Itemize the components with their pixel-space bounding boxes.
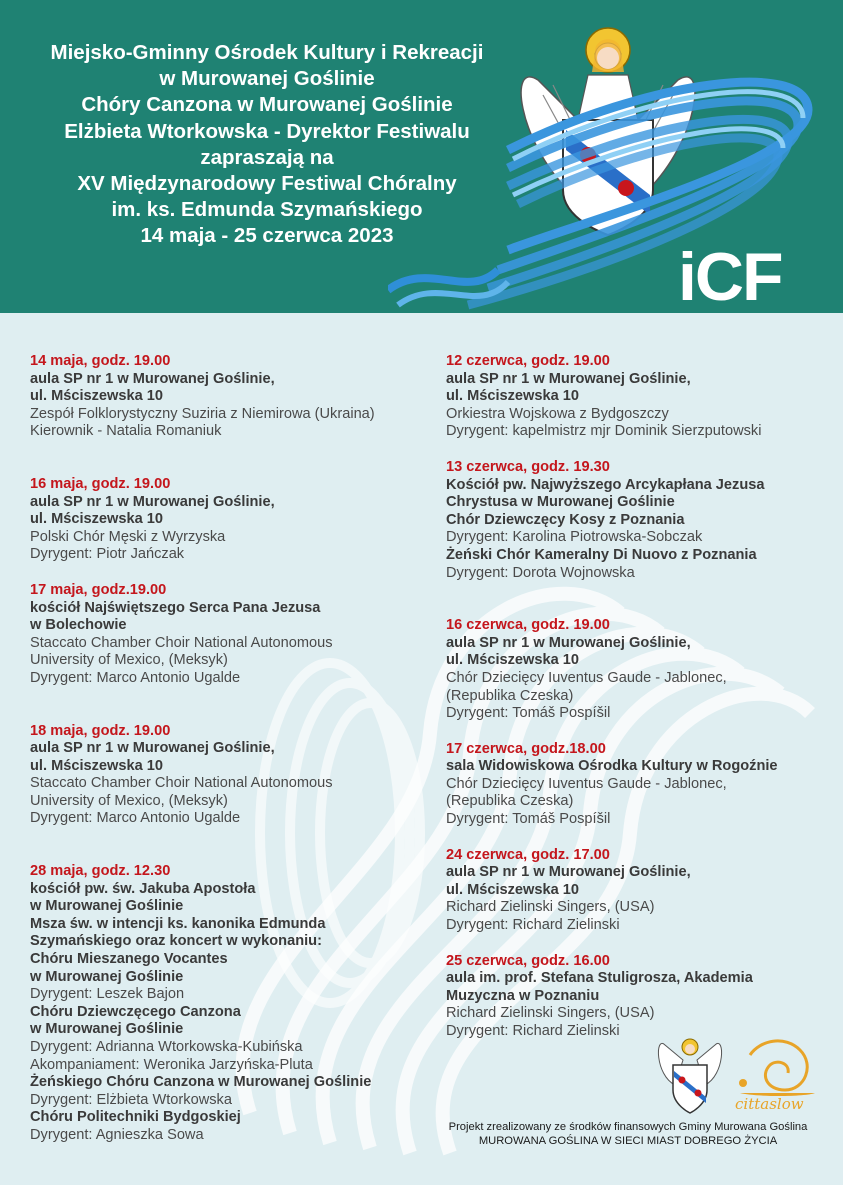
event-venue-line: ul. Mściszewska 10 bbox=[446, 652, 580, 669]
event-venue-line: w Murowanej Goślinie bbox=[30, 1021, 184, 1038]
event-detail-line: (Republika Czeska) bbox=[446, 687, 574, 704]
events-left-column bbox=[30, 353, 425, 1145]
event-date: 16 maja, godz. 19.00 bbox=[30, 475, 171, 492]
event-detail-line: Chór Dziecięcy Iuventus Gaude - Jablonec, bbox=[446, 775, 727, 792]
event-date: 13 czerwca, godz. 19.30 bbox=[446, 458, 610, 475]
event-date: 12 czerwca, godz. 19.00 bbox=[446, 353, 610, 369]
event-venue-line: ul. Mściszewska 10 bbox=[30, 511, 164, 528]
event-detail-line: Kierownik - Natalia Romaniuk bbox=[30, 423, 222, 440]
event-venue-line: Muzyczna w Poznaniu bbox=[446, 987, 600, 1004]
event-date: 25 czerwca, godz. 16.00 bbox=[446, 952, 610, 969]
event-block bbox=[30, 723, 425, 829]
event-venue-line: aula SP nr 1 w Murowanej Goślinie, bbox=[30, 370, 275, 387]
event-date: 28 maja, godz. 12.30 bbox=[30, 863, 171, 880]
event-date: 17 czerwca, godz.18.00 bbox=[446, 740, 606, 757]
event-venue-line: ul. Mściszewska 10 bbox=[30, 757, 164, 774]
murowana-goslina-coat-of-arms-icon bbox=[658, 1039, 721, 1113]
event-detail-line: University of Mexico, (Meksyk) bbox=[30, 652, 228, 669]
event-block bbox=[446, 953, 826, 1041]
event-venue-line: Szymańskiego oraz koncert w wykonaniu: bbox=[30, 933, 322, 950]
event-detail-line: Dyrygent: Tomáš Pospíšil bbox=[446, 705, 611, 722]
event-venue-line: w Murowanej Goślinie bbox=[30, 898, 184, 915]
cittaslow-snail-icon bbox=[739, 1041, 815, 1096]
event-detail-line: Staccato Chamber Choir National Autonomous bbox=[30, 634, 333, 651]
icf-logo: iCF bbox=[678, 239, 782, 315]
event-venue-line: aula im. prof. Stefana Stuligrosza, Akademia bbox=[446, 970, 753, 987]
event-detail-line: University of Mexico, (Meksyk) bbox=[30, 792, 228, 809]
event-detail-line: Richard Zielinski Singers, (USA) bbox=[446, 1005, 655, 1022]
event-venue-line: w Murowanej Goślinie bbox=[30, 968, 184, 985]
event-date: 14 maja, godz. 19.00 bbox=[30, 353, 171, 369]
event-venue-line: kościół Najświętszego Serca Pana Jezusa bbox=[30, 599, 321, 616]
event-venue-line: ul. Mściszewska 10 bbox=[446, 388, 580, 405]
header-line: w Murowanej Goślinie bbox=[159, 67, 375, 91]
event-venue-line: Chrystusa w Murowanej Goślinie bbox=[446, 494, 675, 511]
event-detail-line: Dyrygent: Karolina Piotrowska-Sobczak bbox=[446, 529, 703, 546]
events-right-column bbox=[446, 353, 826, 1041]
event-venue-line: ul. Mściszewska 10 bbox=[446, 881, 580, 898]
event-venue-line: Chóru Politechniki Bydgoskiej bbox=[30, 1109, 241, 1126]
event-detail-line: Dyrygent: Tomáš Pospíšil bbox=[446, 811, 611, 828]
event-venue-line: aula SP nr 1 w Murowanej Goślinie, bbox=[30, 493, 275, 510]
event-detail-line: Dyrygent: Piotr Jańczak bbox=[30, 546, 185, 563]
event-block bbox=[446, 617, 826, 723]
event-venue-line: kościół pw. św. Jakuba Apostoła bbox=[30, 880, 256, 897]
event-venue-line: Żeńskiego Chóru Canzona w Murowanej Goślinie bbox=[30, 1074, 372, 1091]
event-detail-line: Dyrygent: Adrianna Wtorkowska-Kubińska bbox=[30, 1039, 303, 1055]
event-detail-line: Dyrygent: Elżbieta Wtorkowska bbox=[30, 1091, 232, 1108]
header-line: Miejsko-Gminny Ośrodek Kultury i Rekreacji bbox=[50, 41, 484, 64]
event-detail-line: Staccato Chamber Choir National Autonomous bbox=[30, 775, 333, 792]
event-venue-line: aula SP nr 1 w Murowanej Goślinie, bbox=[446, 370, 691, 387]
event-detail-line: Orkiestra Wojskowa z Bydgoszczy bbox=[446, 405, 669, 422]
event-detail-line: Dyrygent: kapelmistrz mjr Dominik Sierzputowski bbox=[446, 423, 762, 440]
event-detail-line: (Republika Czeska) bbox=[446, 793, 574, 810]
event-block bbox=[446, 459, 826, 582]
event-block bbox=[446, 353, 826, 441]
event-block bbox=[446, 847, 826, 935]
event-venue-line: ul. Mściszewska 10 bbox=[30, 388, 164, 405]
event-block bbox=[30, 863, 425, 1145]
event-detail-line: Dyrygent: Richard Zielinski bbox=[446, 917, 620, 934]
event-venue-line: Chóru Dziewczęcego Canzona bbox=[30, 1003, 241, 1020]
header-line: XV Międzynarodowy Festiwal Chóralny bbox=[77, 172, 457, 196]
header-line: 14 maja - 25 czerwca 2023 bbox=[140, 224, 394, 248]
event-detail-line: Dyrygent: Marco Antonio Ugalde bbox=[30, 669, 241, 686]
event-venue-line: sala Widowiskowa Ośrodka Kultury w Rogoźnie bbox=[446, 758, 778, 775]
event-detail-line: Dyrygent: Richard Zielinski bbox=[446, 1023, 620, 1039]
event-date: 17 maja, godz.19.00 bbox=[30, 581, 167, 598]
footer-funding-note: Projekt zrealizowany ze środków finansowych Gminy Murowana Goślina bbox=[448, 1121, 808, 1133]
event-detail-line: Zespół Folklorystyczny Suziria z Niemirowa (Ukraina) bbox=[30, 405, 375, 422]
event-detail-line: Chór Dziecięcy Iuventus Gaude - Jablonec, bbox=[446, 669, 727, 686]
event-detail-line: Dyrygent: Marco Antonio Ugalde bbox=[30, 810, 241, 827]
header-line: Elżbieta Wtorkowska - Dyrektor Festiwalu bbox=[64, 119, 470, 143]
event-detail-line: Dyrygent: Leszek Bajon bbox=[30, 986, 185, 1003]
footer-slogan: MUROWANA GOŚLINA W SIECI MIAST DOBREGO ŻYCIA bbox=[478, 1135, 778, 1147]
event-venue-line: aula SP nr 1 w Murowanej Goślinie, bbox=[446, 864, 691, 881]
event-detail-line: Polski Chór Męski z Wyrzyska bbox=[30, 528, 226, 545]
cittaslow-label: cittaslow bbox=[735, 1095, 804, 1113]
event-detail-line: Akompaniament: Weronika Jarzyńska-Pluta bbox=[30, 1056, 313, 1073]
event-venue-line: Chór Dziewczęcy Kosy z Poznania bbox=[446, 511, 685, 528]
event-venue-line: Chóru Mieszanego Vocantes bbox=[30, 951, 228, 968]
event-venue-line: Kościół pw. Najwyższego Arcykapłana Jezusa bbox=[446, 476, 765, 493]
event-block bbox=[446, 741, 826, 829]
header-line: im. ks. Edmunda Szymańskiego bbox=[111, 198, 423, 222]
event-venue-line: w Bolechowie bbox=[30, 617, 127, 634]
event-venue-line: aula SP nr 1 w Murowanej Goślinie, bbox=[30, 740, 275, 757]
event-block bbox=[30, 582, 425, 688]
header-line: Chóry Canzona w Murowanej Goślinie bbox=[81, 93, 453, 117]
event-venue-line: aula SP nr 1 w Murowanej Goślinie, bbox=[446, 634, 691, 651]
footer bbox=[430, 1120, 826, 1148]
event-date: 24 czerwca, godz. 17.00 bbox=[446, 846, 610, 863]
event-block bbox=[30, 476, 425, 564]
event-block bbox=[30, 353, 425, 441]
event-detail-line: Dyrygent: Dorota Wojnowska bbox=[446, 564, 635, 581]
event-venue-line: Żeński Chór Kameralny Di Nuovo z Poznania bbox=[446, 546, 757, 563]
event-detail-line: Dyrygent: Agnieszka Sowa bbox=[30, 1126, 204, 1143]
event-date: 18 maja, godz. 19.00 bbox=[30, 722, 171, 739]
header-line: zapraszają na bbox=[200, 145, 334, 169]
event-date: 16 czerwca, godz. 19.00 bbox=[446, 617, 610, 634]
event-detail-line: Richard Zielinski Singers, (USA) bbox=[446, 899, 655, 916]
event-venue-line: Msza św. w intencji ks. kanonika Edmunda bbox=[30, 915, 326, 932]
